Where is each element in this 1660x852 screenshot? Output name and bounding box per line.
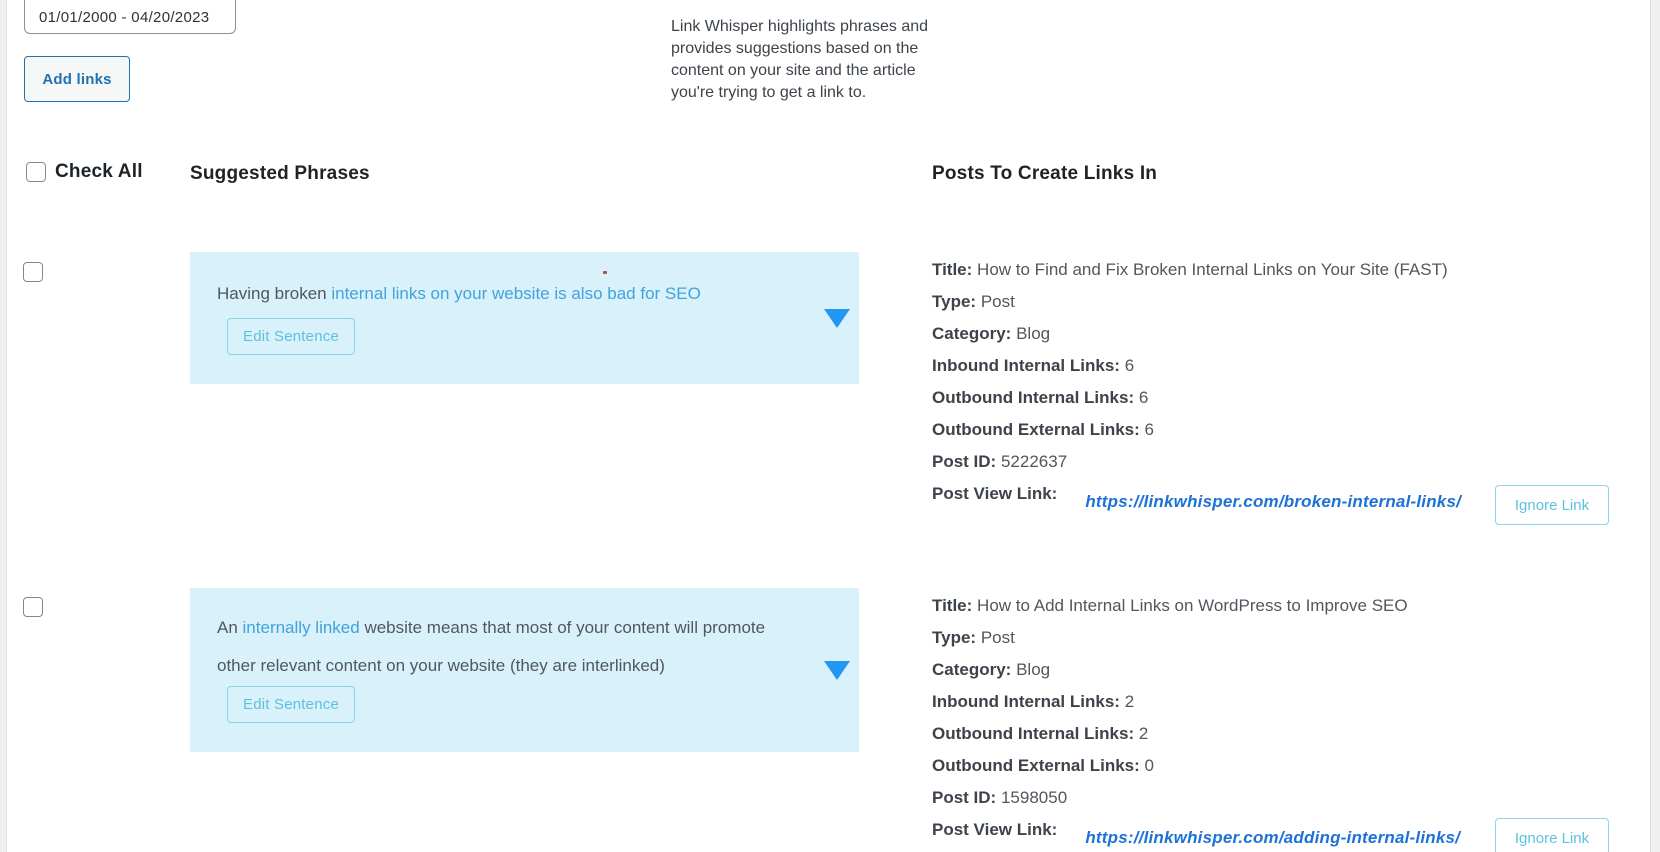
suggested-phrase-card (190, 588, 859, 752)
row-checkbox[interactable] (23, 262, 43, 282)
post-view-url-link[interactable]: https://linkwhisper.com/broken-internal-links/ (1085, 492, 1462, 511)
type-value: Post (980, 628, 1015, 647)
suggested-sentence (190, 252, 859, 357)
category-value: Blog (1016, 324, 1051, 343)
expand-suggestion-arrow-icon[interactable] (824, 661, 850, 680)
type-value: Post (980, 292, 1015, 311)
outbound-internal-line (932, 382, 1572, 414)
outbound-external-label: Outbound External Links: (932, 420, 1140, 439)
post-category-line (932, 654, 1572, 686)
title-value: How to Find and Fix Broken Internal Links on Your Site (FAST) (977, 260, 1448, 279)
inbound-internal-value: 2 (1124, 692, 1135, 711)
inbound-internal-line (932, 350, 1572, 382)
ignore-link-button[interactable]: Ignore Link (1495, 485, 1609, 525)
row-checkbox[interactable] (23, 597, 43, 617)
inbound-internal-label: Inbound Internal Links: (932, 692, 1120, 711)
type-label: Type: (932, 292, 977, 311)
edit-sentence-button[interactable]: Edit Sentence (227, 318, 355, 355)
title-value: How to Add Internal Links on WordPress to Improve SEO (977, 596, 1408, 615)
suggested-sentence (190, 588, 859, 723)
post-view-link-label: Post View Link: (932, 484, 1058, 503)
ignore-link-button[interactable]: Ignore Link (1495, 818, 1609, 852)
post-id-value: 5222637 (1000, 452, 1068, 471)
outbound-internal-label: Outbound Internal Links: (932, 388, 1135, 407)
post-id-line (932, 782, 1572, 814)
outbound-external-label: Outbound External Links: (932, 756, 1140, 775)
post-view-url-link[interactable]: https://linkwhisper.com/adding-internal-links/ (1085, 828, 1461, 847)
title-label: Title: (932, 596, 973, 615)
category-label: Category: (932, 324, 1012, 343)
outbound-internal-value: 6 (1138, 388, 1149, 407)
expand-suggestion-arrow-icon[interactable] (824, 309, 850, 328)
date-range-input[interactable] (24, 0, 236, 34)
inbound-internal-label: Inbound Internal Links: (932, 356, 1120, 375)
category-label: Category: (932, 660, 1012, 679)
add-links-button[interactable]: Add links (24, 56, 130, 102)
post-view-link-line (932, 478, 1572, 510)
post-id-value: 1598050 (1000, 788, 1068, 807)
inbound-internal-line (932, 686, 1572, 718)
outbound-external-value: 0 (1144, 756, 1154, 775)
category-value: Blog (1016, 660, 1051, 679)
sentence-prefix: An (217, 618, 243, 637)
post-id-label: Post ID: (932, 452, 997, 471)
post-id-label: Post ID: (932, 788, 997, 807)
title-label: Title: (932, 260, 973, 279)
post-view-link-label: Post View Link: (932, 820, 1058, 839)
sentence-prefix: Having broken (217, 284, 332, 303)
post-details (932, 254, 1572, 510)
posts-column-header: Posts To Create Links In (932, 163, 1158, 184)
check-all-header (26, 161, 143, 183)
sentence-suffix: website means that most of your content will promote other relevant content on your website (they are interlinked) (217, 618, 766, 675)
post-title-line (932, 254, 1572, 286)
outbound-external-line (932, 414, 1572, 446)
edit-sentence-button[interactable]: Edit Sentence (227, 686, 355, 723)
outbound-internal-line (932, 718, 1572, 750)
type-label: Type: (932, 628, 977, 647)
outbound-internal-label: Outbound Internal Links: (932, 724, 1135, 743)
anchor-phrase-link[interactable]: internally linked (242, 618, 360, 637)
check-all-label: Check All (55, 161, 143, 182)
post-details (932, 590, 1572, 846)
post-type-line (932, 622, 1572, 654)
outbound-internal-value: 2 (1138, 724, 1149, 743)
post-title-line (932, 590, 1572, 622)
check-all-checkbox[interactable] (26, 162, 46, 182)
red-dot-mark (603, 271, 607, 274)
outbound-external-line (932, 750, 1572, 782)
left-edge-strip (0, 0, 7, 852)
info-text: Link Whisper highlights phrases and provides suggestions based on the content on your site and the article you're trying to get a link to. (671, 18, 929, 101)
post-view-link-line (932, 814, 1572, 846)
post-category-line (932, 318, 1572, 350)
vertical-scrollbar[interactable] (1650, 0, 1660, 852)
suggested-phrase-card (190, 252, 859, 384)
anchor-phrase-link[interactable]: internal links on your website is also bad for SEO (331, 284, 701, 303)
inbound-internal-value: 6 (1124, 356, 1135, 375)
post-id-line (932, 446, 1572, 478)
suggested-phrases-header: Suggested Phrases (190, 163, 370, 184)
post-type-line (932, 286, 1572, 318)
outbound-external-value: 6 (1144, 420, 1154, 439)
